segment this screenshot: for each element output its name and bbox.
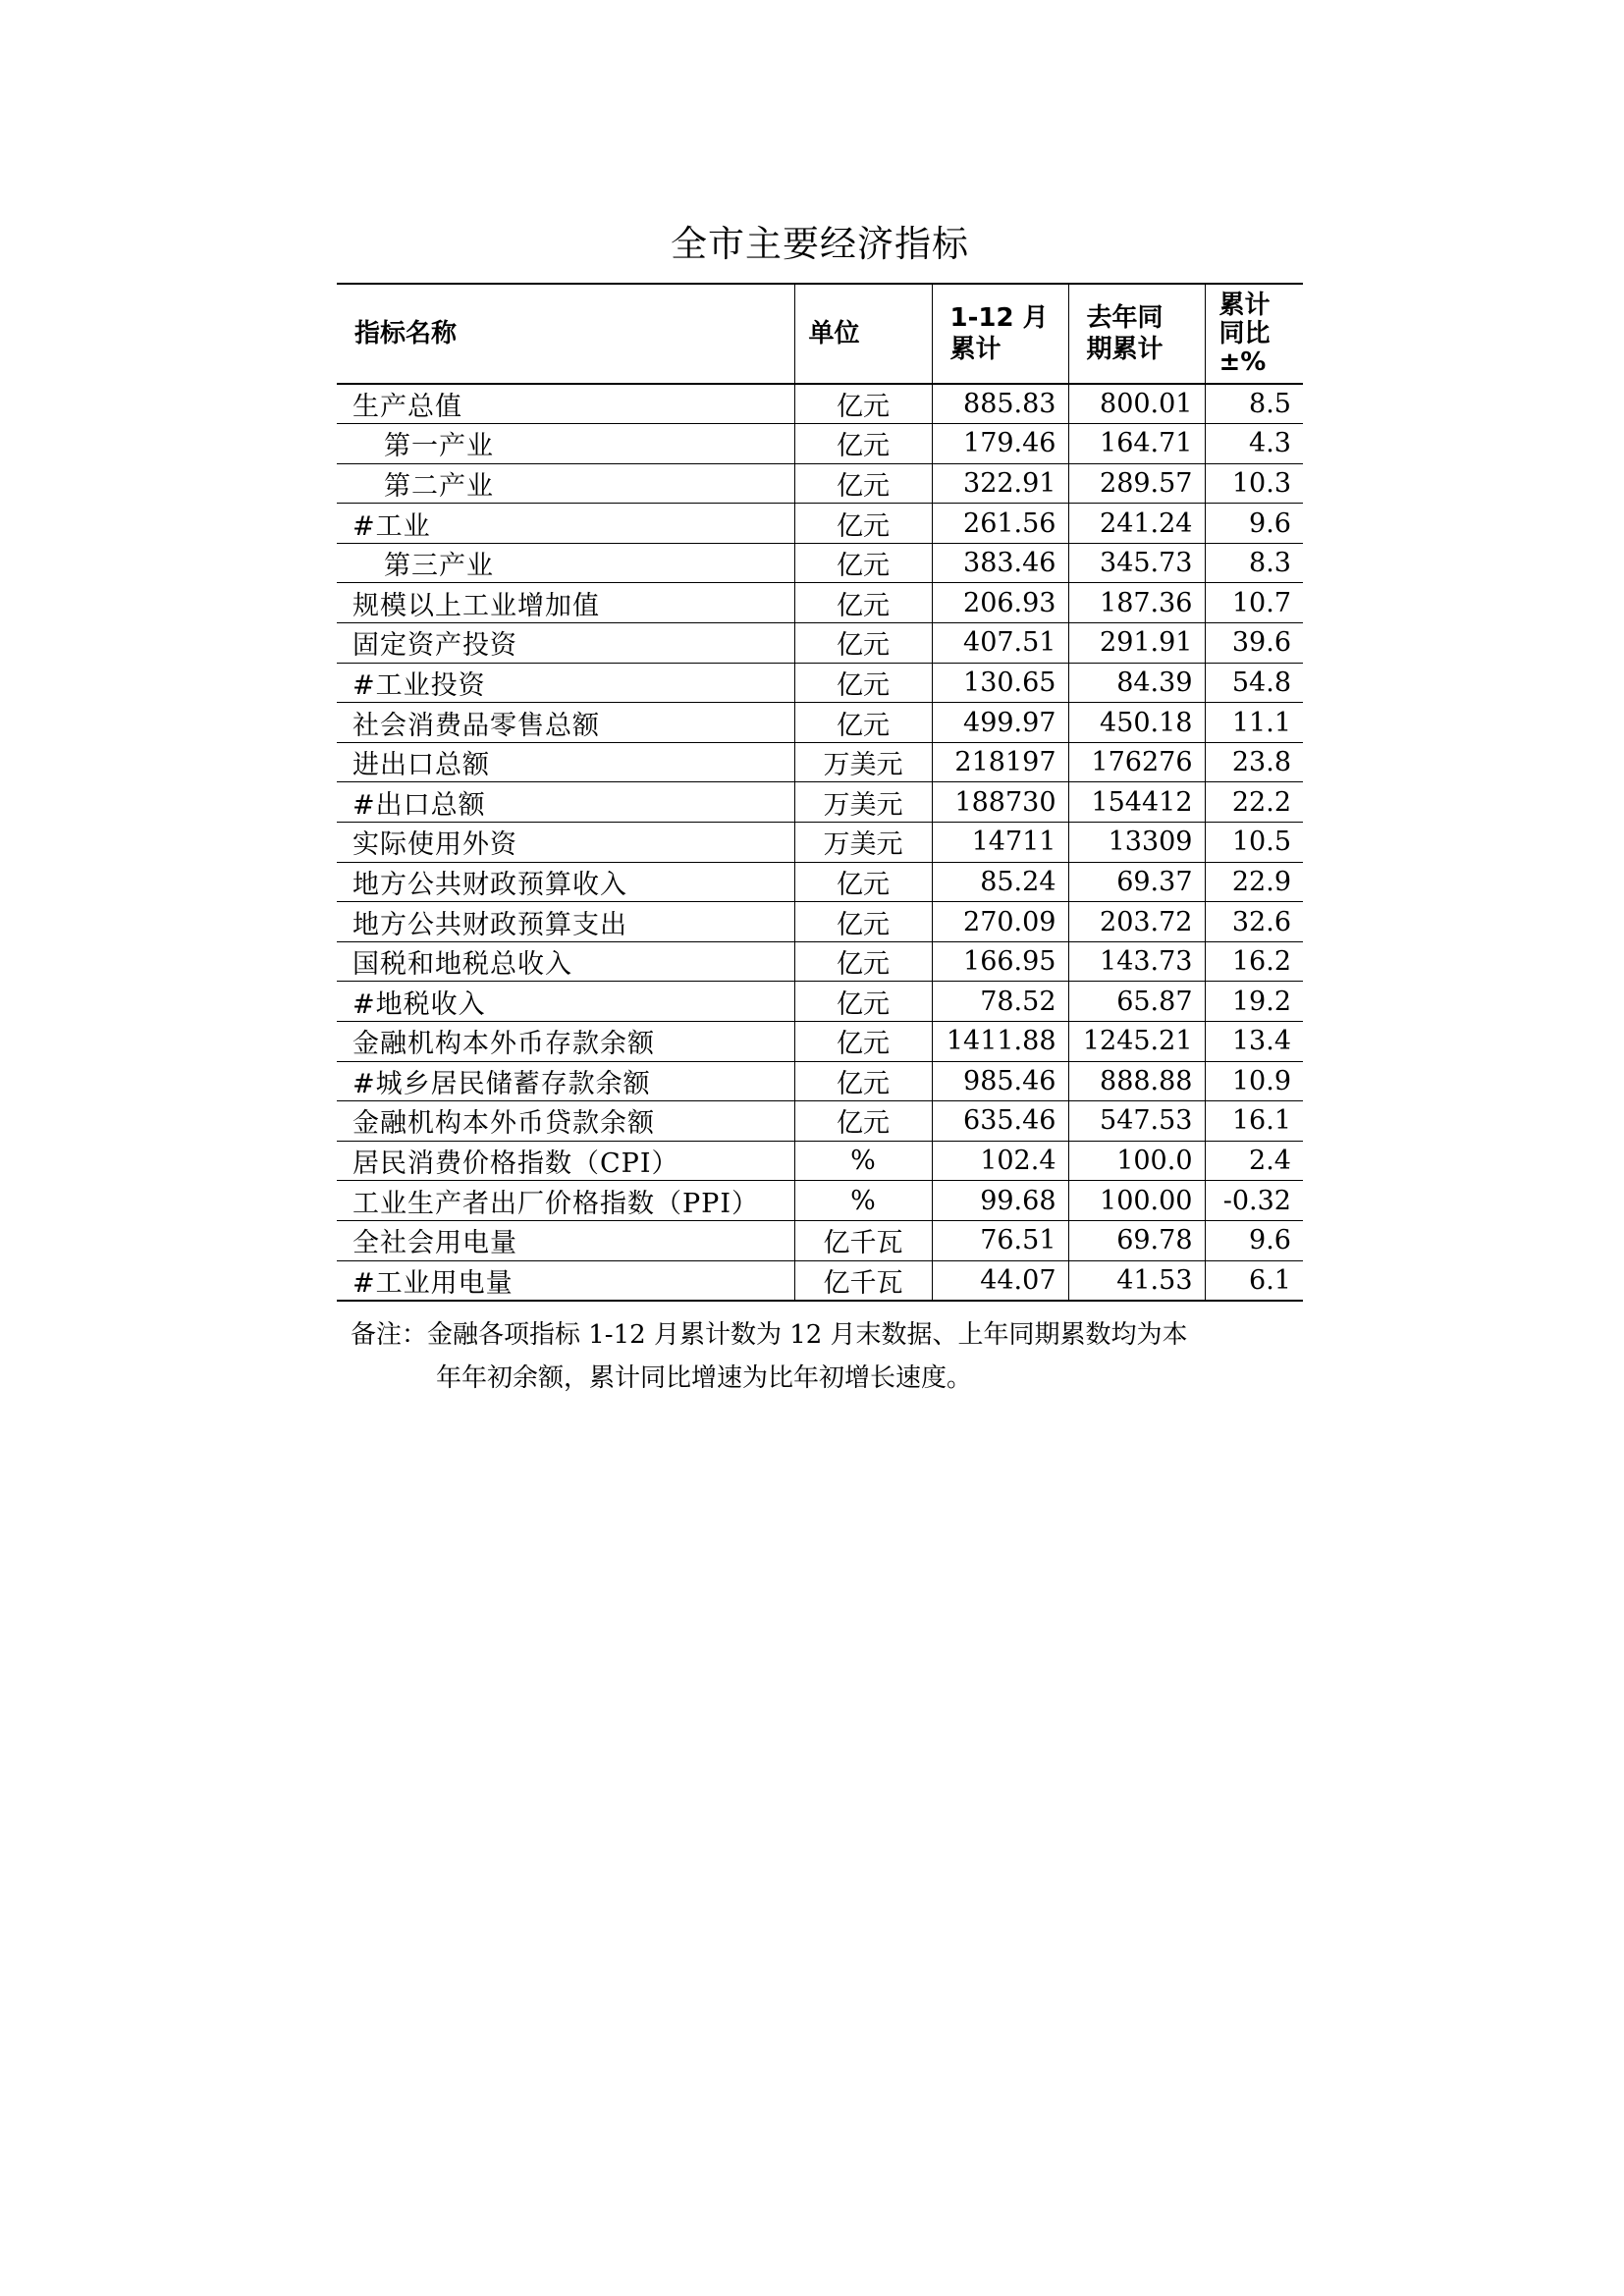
unit-cell: 亿元	[794, 663, 932, 703]
current-cumulative-cell: 78.52	[932, 982, 1068, 1022]
last-year-cumulative-cell: 100.0	[1068, 1141, 1205, 1181]
table-row	[337, 782, 1303, 823]
yoy-change-cell: 23.8	[1205, 742, 1303, 782]
unit-cell: 亿元	[794, 384, 932, 424]
table-row	[337, 583, 1303, 623]
table-row	[337, 703, 1303, 743]
header-last-year-line2: 期累计	[1086, 335, 1164, 364]
unit-cell: 万美元	[794, 823, 932, 863]
yoy-change-cell: 8.3	[1205, 543, 1303, 583]
table-header-row	[337, 284, 1303, 384]
indicator-name-cell: 生产总值	[337, 384, 794, 424]
last-year-cumulative-cell: 450.18	[1068, 703, 1205, 743]
current-cumulative-cell: 985.46	[932, 1061, 1068, 1101]
table-row	[337, 1220, 1303, 1260]
unit-cell: 亿元	[794, 583, 932, 623]
unit-cell: 亿元	[794, 463, 932, 504]
current-cumulative-cell: 635.46	[932, 1101, 1068, 1142]
indicator-name-cell: 地方公共财政预算支出	[337, 902, 794, 942]
last-year-cumulative-cell: 164.71	[1068, 424, 1205, 464]
unit-cell: 万美元	[794, 742, 932, 782]
yoy-change-cell: 11.1	[1205, 703, 1303, 743]
economic-indicators-table	[337, 283, 1303, 1302]
yoy-change-cell: 10.9	[1205, 1061, 1303, 1101]
unit-cell: 亿元	[794, 1061, 932, 1101]
unit-cell: %	[794, 1141, 932, 1181]
current-cumulative-cell: 85.24	[932, 862, 1068, 902]
indicator-name-cell: #城乡居民储蓄存款余额	[337, 1061, 794, 1101]
yoy-change-cell: 8.5	[1205, 384, 1303, 424]
indicator-name-cell: 地方公共财政预算收入	[337, 862, 794, 902]
header-unit-text: 单位	[808, 319, 860, 348]
current-cumulative-cell: 102.4	[932, 1141, 1068, 1181]
header-current-cumulative	[932, 284, 1068, 384]
table-row	[337, 384, 1303, 424]
table-row	[337, 1022, 1303, 1062]
last-year-cumulative-cell: 69.37	[1068, 862, 1205, 902]
unit-cell: 亿元	[794, 941, 932, 982]
yoy-change-cell: 16.1	[1205, 1101, 1303, 1142]
last-year-cumulative-cell: 800.01	[1068, 384, 1205, 424]
current-cumulative-cell: 188730	[932, 782, 1068, 823]
header-current-line2: 累计	[949, 335, 1001, 364]
yoy-change-cell: -0.32	[1205, 1181, 1303, 1221]
table-row	[337, 1101, 1303, 1142]
last-year-cumulative-cell: 13309	[1068, 823, 1205, 863]
yoy-change-cell: 9.6	[1205, 504, 1303, 544]
yoy-change-cell: 19.2	[1205, 982, 1303, 1022]
table-row	[337, 1061, 1303, 1101]
current-cumulative-cell: 130.65	[932, 663, 1068, 703]
header-indicator-name	[337, 284, 794, 384]
unit-cell: 亿元	[794, 424, 932, 464]
table-row	[337, 823, 1303, 863]
table-row	[337, 424, 1303, 464]
footnote	[351, 1313, 1293, 1400]
last-year-cumulative-cell: 84.39	[1068, 663, 1205, 703]
current-cumulative-cell: 99.68	[932, 1181, 1068, 1221]
indicator-name-cell: #工业投资	[337, 663, 794, 703]
indicator-name-cell: 金融机构本外币贷款余额	[337, 1101, 794, 1142]
unit-cell: 亿元	[794, 982, 932, 1022]
indicator-name-cell: 第三产业	[337, 543, 794, 583]
page-title: 全市主要经济指标	[671, 223, 969, 265]
yoy-change-cell: 10.7	[1205, 583, 1303, 623]
last-year-cumulative-cell: 888.88	[1068, 1061, 1205, 1101]
current-cumulative-cell: 261.56	[932, 504, 1068, 544]
unit-cell: 万美元	[794, 782, 932, 823]
yoy-change-cell: 9.6	[1205, 1220, 1303, 1260]
header-current-line1: 1-12 月	[949, 303, 1049, 333]
table-row	[337, 543, 1303, 583]
current-cumulative-cell: 14711	[932, 823, 1068, 863]
table-row	[337, 1181, 1303, 1221]
indicator-name-cell: #工业	[337, 504, 794, 544]
last-year-cumulative-cell: 345.73	[1068, 543, 1205, 583]
indicator-name-cell: #地税收入	[337, 982, 794, 1022]
current-cumulative-cell: 407.51	[932, 623, 1068, 664]
unit-cell: 亿元	[794, 703, 932, 743]
yoy-change-cell: 54.8	[1205, 663, 1303, 703]
unit-cell: %	[794, 1181, 932, 1221]
indicator-name-cell: 居民消费价格指数（CPI）	[337, 1141, 794, 1181]
indicator-name-cell: #出口总额	[337, 782, 794, 823]
table-row	[337, 1141, 1303, 1181]
last-year-cumulative-cell: 291.91	[1068, 623, 1205, 664]
table-row	[337, 623, 1303, 664]
footnote-line-2: 年年初余额，累计同比增速为比年初增长速度。	[436, 1363, 973, 1393]
indicator-name-cell: 国税和地税总收入	[337, 941, 794, 982]
table-row	[337, 902, 1303, 942]
current-cumulative-cell: 499.97	[932, 703, 1068, 743]
current-cumulative-cell: 76.51	[932, 1220, 1068, 1260]
table-row	[337, 1260, 1303, 1301]
header-yoy-line3: ±%	[1218, 347, 1267, 377]
yoy-change-cell: 22.9	[1205, 862, 1303, 902]
last-year-cumulative-cell: 289.57	[1068, 463, 1205, 504]
last-year-cumulative-cell: 41.53	[1068, 1260, 1205, 1301]
indicator-name-cell: 社会消费品零售总额	[337, 703, 794, 743]
indicator-name-cell: 实际使用外资	[337, 823, 794, 863]
last-year-cumulative-cell: 241.24	[1068, 504, 1205, 544]
last-year-cumulative-cell: 69.78	[1068, 1220, 1205, 1260]
table-row	[337, 663, 1303, 703]
current-cumulative-cell: 885.83	[932, 384, 1068, 424]
indicator-name-cell: 固定资产投资	[337, 623, 794, 664]
footnote-line-1: 备注：金融各项指标 1-12 月累计数为 12 月末数据、上年同期累数均为本	[351, 1320, 1188, 1350]
current-cumulative-cell: 166.95	[932, 941, 1068, 982]
current-cumulative-cell: 179.46	[932, 424, 1068, 464]
yoy-change-cell: 16.2	[1205, 941, 1303, 982]
unit-cell: 亿元	[794, 623, 932, 664]
last-year-cumulative-cell: 547.53	[1068, 1101, 1205, 1142]
current-cumulative-cell: 1411.88	[932, 1022, 1068, 1062]
unit-cell: 亿元	[794, 862, 932, 902]
indicator-name-cell: 金融机构本外币存款余额	[337, 1022, 794, 1062]
unit-cell: 亿千瓦	[794, 1220, 932, 1260]
header-yoy-line1: 累计	[1218, 290, 1271, 320]
last-year-cumulative-cell: 154412	[1068, 782, 1205, 823]
unit-cell: 亿千瓦	[794, 1260, 932, 1301]
yoy-change-cell: 4.3	[1205, 424, 1303, 464]
yoy-change-cell: 2.4	[1205, 1141, 1303, 1181]
current-cumulative-cell: 44.07	[932, 1260, 1068, 1301]
last-year-cumulative-cell: 100.00	[1068, 1181, 1205, 1221]
indicator-name-cell: 第一产业	[337, 424, 794, 464]
header-indicator-name-text: 指标名称	[354, 319, 458, 348]
unit-cell: 亿元	[794, 902, 932, 942]
indicator-name-cell: 进出口总额	[337, 742, 794, 782]
unit-cell: 亿元	[794, 504, 932, 544]
table-row	[337, 862, 1303, 902]
unit-cell: 亿元	[794, 543, 932, 583]
table-row	[337, 941, 1303, 982]
unit-cell: 亿元	[794, 1022, 932, 1062]
unit-cell: 亿元	[794, 1101, 932, 1142]
indicator-name-cell: 第二产业	[337, 463, 794, 504]
table-row	[337, 982, 1303, 1022]
header-yoy-line2: 同比	[1218, 318, 1271, 348]
current-cumulative-cell: 270.09	[932, 902, 1068, 942]
yoy-change-cell: 39.6	[1205, 623, 1303, 664]
current-cumulative-cell: 322.91	[932, 463, 1068, 504]
last-year-cumulative-cell: 203.72	[1068, 902, 1205, 942]
last-year-cumulative-cell: 176276	[1068, 742, 1205, 782]
indicator-name-cell: 工业生产者出厂价格指数（PPI）	[337, 1181, 794, 1221]
indicator-name-cell: 全社会用电量	[337, 1220, 794, 1260]
yoy-change-cell: 13.4	[1205, 1022, 1303, 1062]
last-year-cumulative-cell: 1245.21	[1068, 1022, 1205, 1062]
last-year-cumulative-cell: 143.73	[1068, 941, 1205, 982]
current-cumulative-cell: 383.46	[932, 543, 1068, 583]
table-row	[337, 463, 1303, 504]
yoy-change-cell: 6.1	[1205, 1260, 1303, 1301]
indicator-name-cell: 规模以上工业增加值	[337, 583, 794, 623]
current-cumulative-cell: 218197	[932, 742, 1068, 782]
header-last-year-line1: 去年同	[1086, 303, 1164, 333]
table-row	[337, 742, 1303, 782]
header-unit	[794, 284, 932, 384]
yoy-change-cell: 22.2	[1205, 782, 1303, 823]
yoy-change-cell: 32.6	[1205, 902, 1303, 942]
header-yoy-change	[1205, 284, 1303, 384]
table-row	[337, 504, 1303, 544]
yoy-change-cell: 10.3	[1205, 463, 1303, 504]
indicator-name-cell: #工业用电量	[337, 1260, 794, 1301]
yoy-change-cell: 10.5	[1205, 823, 1303, 863]
header-last-year-cumulative	[1068, 284, 1205, 384]
last-year-cumulative-cell: 187.36	[1068, 583, 1205, 623]
current-cumulative-cell: 206.93	[932, 583, 1068, 623]
last-year-cumulative-cell: 65.87	[1068, 982, 1205, 1022]
